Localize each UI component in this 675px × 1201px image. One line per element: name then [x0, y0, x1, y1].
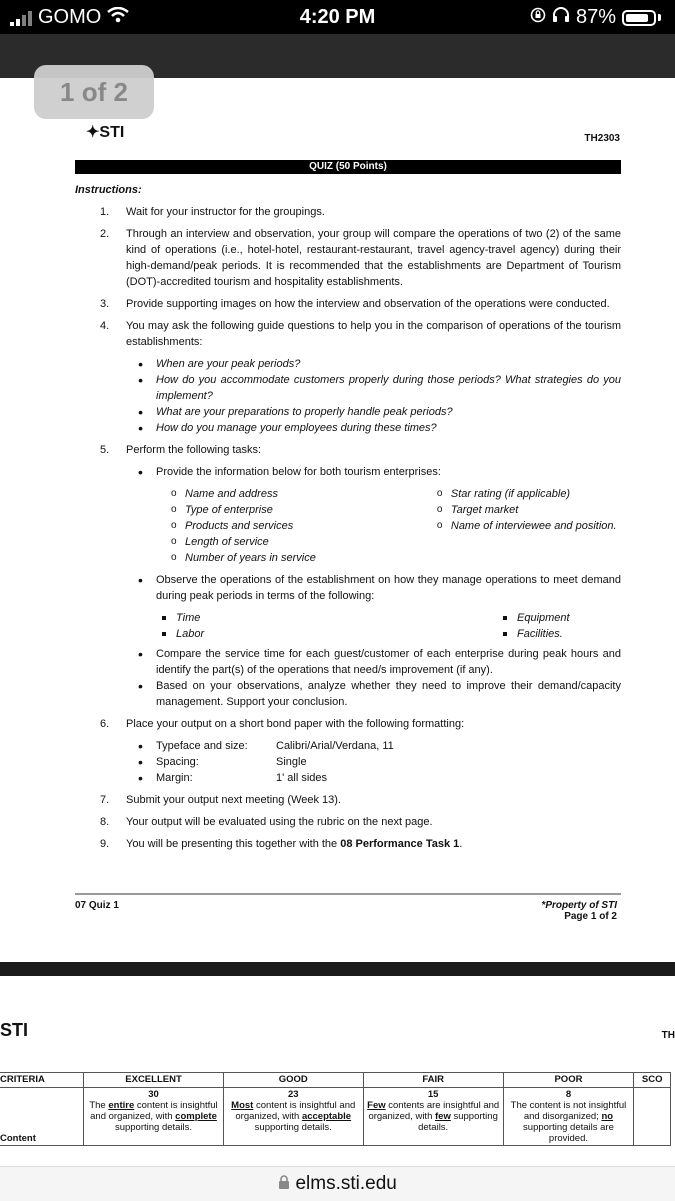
- list-item: o Star rating (if applicable): [437, 486, 621, 502]
- task-list: [126, 572, 621, 604]
- sti-logo: ✦STI: [86, 124, 125, 141]
- list-item: o Products and services: [171, 518, 437, 534]
- list-item: o Number of years in service: [171, 550, 437, 566]
- enterprise-info-list: [126, 486, 621, 566]
- instruction-item-4: 4. You may ask the following guide questions to help you in the comparison of operations of the tourism establishments: • When are your peak periods? • How do you accommodate customers properly during those periods? What strategies do you implement? • What are your preparations to properly handle peak periods? • How do you manage your employees during these times?: [75, 318, 621, 436]
- list-item: • Observe the operations of the establishment on how they manage operations to meet demand during peak periods in terms of the following:: [126, 572, 621, 604]
- guide-questions: [126, 356, 621, 436]
- list-item: • Typeface and size: Calibri/Arial/Verdana, 11: [126, 738, 621, 754]
- list-item: • Margin: 1' all sides: [126, 770, 621, 786]
- footer-divider: [75, 893, 621, 895]
- battery-icon: [622, 10, 656, 26]
- list-item: • Spacing: Single: [126, 754, 621, 770]
- list-item: • How do you accommodate customers properly during those periods? What strategies do you implement?: [126, 372, 621, 404]
- carrier-name: GOMO: [38, 6, 102, 28]
- headphones-icon: [552, 6, 570, 29]
- list-item: • Provide the information below for both tourism enterprises:: [126, 464, 621, 480]
- clock: 4:20 PM: [299, 6, 376, 28]
- rotation-lock-icon: [530, 6, 546, 29]
- footer-doc-name: 07 Quiz 1: [75, 900, 119, 911]
- list-item: o Length of service: [171, 534, 437, 550]
- list-item: o Type of enterprise: [171, 502, 437, 518]
- instruction-item-8: 8. Your output will be evaluated using the rubric on the next page.: [100, 816, 433, 828]
- url-display[interactable]: [0, 1173, 675, 1195]
- battery-percent: 87%: [575, 6, 616, 28]
- quiz-title-bar: QUIZ (50 Points): [75, 160, 621, 174]
- task-list: [126, 646, 621, 710]
- table-row: Content 30 The entire content is insightful and organized, with complete supporting details. 23 Most content is insightful and organized, with acceptable supporting details. 15 Few contents are insightful and organized, with few supporting details. 8 The content is not insightful and disorganized; no supporting details are provided.: [0, 1088, 671, 1146]
- list-item: o Name and address: [171, 486, 437, 502]
- url-text: elms.sti.edu: [295, 1173, 397, 1194]
- document-code: TH: [661, 1030, 675, 1041]
- instructions-body: [75, 182, 621, 858]
- lock-icon: [278, 1173, 295, 1194]
- instruction-item-6: 6. Place your output on a short bond paper with the following formatting: • Typeface and size: Calibri/Arial/Verdana, 11 • Spacing: Single • Margin: 1' all sides: [75, 716, 621, 786]
- operations-aspects: [126, 610, 621, 642]
- list-item: • What are your preparations to properly handle peak periods?: [126, 404, 621, 420]
- table-header-row: CRITERIA EXCELLENT GOOD FAIR POOR SCO: [0, 1073, 671, 1088]
- rubric-table: [0, 1072, 671, 1146]
- instruction-item-7: 7. Submit your output next meeting (Week 13).: [100, 794, 342, 806]
- sti-logo: STI: [0, 1020, 29, 1040]
- list-item: • When are your peak periods?: [126, 356, 621, 372]
- document-page-2[interactable]: [0, 976, 675, 1166]
- instruction-item-9: 9. You will be presenting this together with the 08 Performance Task 1.: [100, 838, 463, 850]
- list-item: Equipment: [497, 610, 570, 626]
- list-item: • How do you manage your employees during these times?: [126, 420, 621, 436]
- instruction-item-3: 3. Provide supporting images on how the interview and observation of the operations were conducted.: [100, 298, 610, 310]
- list-item: • Compare the service time for each guest/customer of each enterprise during peak hours and identify the part(s) of the operations that need/s improvement (if any).: [126, 646, 621, 678]
- list-item: Facilities.: [497, 626, 570, 642]
- list-item: Time: [156, 610, 497, 626]
- formatting-list: [126, 738, 621, 786]
- instruction-item-1: 1. Wait for your instructor for the groupings.: [100, 206, 325, 218]
- status-bar: [0, 0, 675, 34]
- task-list: [126, 464, 621, 480]
- instructions-heading: Instructions:: [75, 184, 142, 196]
- instruction-item-2: 2. Through an interview and observation, your group will compare the operations of two (2) of the same kind of operations (i.e., hotel-hotel, restaurant-restaurant, travel agency-travel agency) during their high-demand/peak periods. It is recommended that the establishments are Department of Tourism (DOT)-accredited tourism and hospitality establishments.: [100, 228, 621, 288]
- document-page-1[interactable]: [0, 78, 675, 962]
- list-item: o Target market: [437, 502, 621, 518]
- document-code: TH2303: [584, 133, 620, 144]
- status-right: [530, 6, 661, 29]
- list-item: Labor: [156, 626, 497, 642]
- footer-page-info: *Property of STI Page 1 of 2: [541, 900, 617, 922]
- page-divider: [0, 962, 675, 976]
- browser-url-bar[interactable]: [0, 1166, 675, 1201]
- instruction-item-5: 5. Perform the following tasks: • Provide the information below for both tourism enterprises: o Name and address o Type of enterprise o Products and services o Length of service o Number of years in service o Star rating (if applicable) o Target market o Name of interviewee and position. • Observe the operations of the establishment on how they manage operations to meet demand during peak periods in terms of the following: Time Labor Equipment Facilities. • Compare the service time for each guest/customer of each enterprise during peak hours and identify the part(s) of the operations that need/s improvement (if any). • Based on your observations, analyze whether they need to improve their demand/capacity management. Support your conclusion.: [75, 442, 621, 710]
- list-item: o Name of interviewee and position.: [437, 518, 621, 534]
- list-item: • Based on your observations, analyze whether they need to improve their demand/capacity management. Support your conclusion.: [126, 678, 621, 710]
- page-indicator: 1 of 2: [34, 65, 154, 119]
